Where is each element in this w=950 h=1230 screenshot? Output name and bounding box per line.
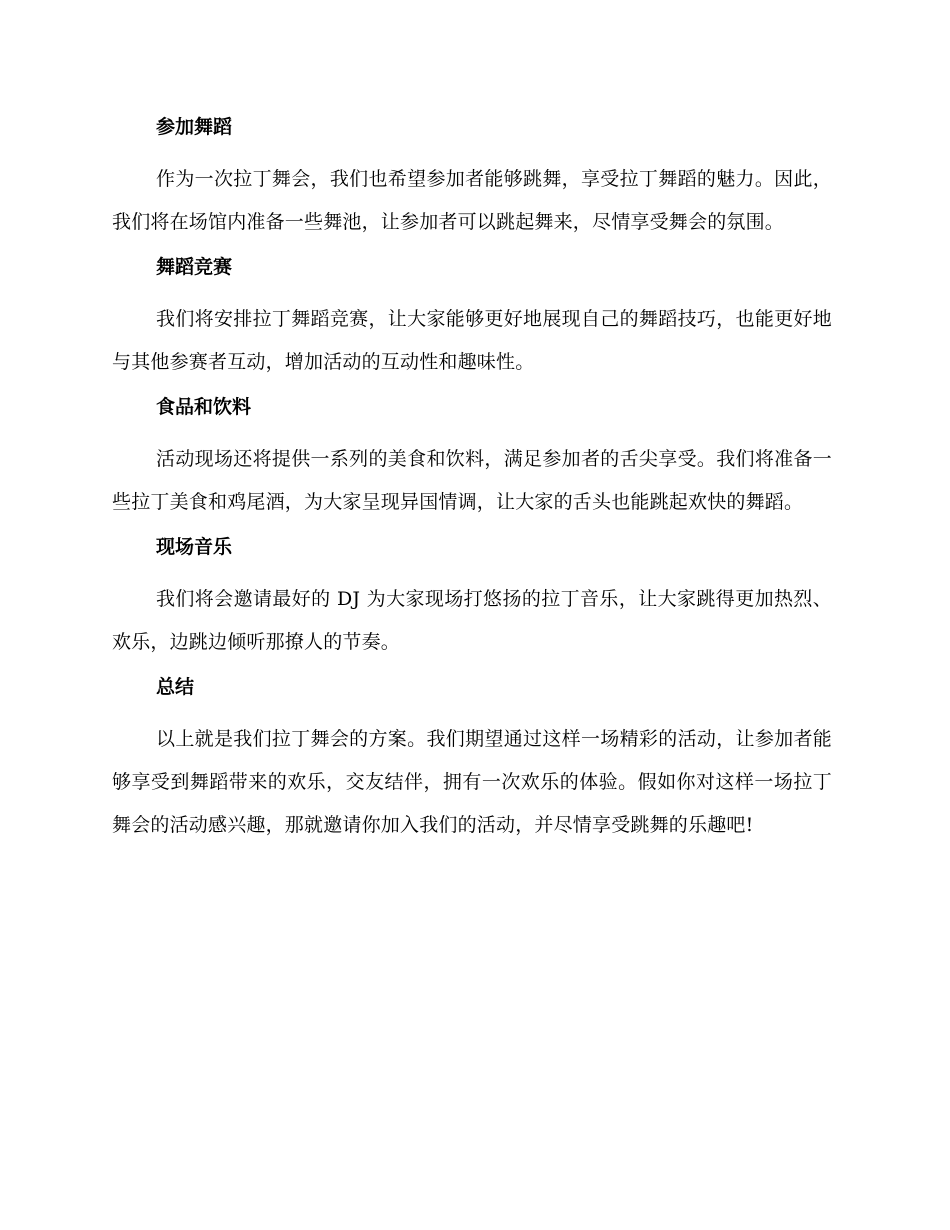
section-food-drinks	[112, 388, 832, 524]
section-paragraph: 以上就是我们拉丁舞会的方案。我们期望通过这样一场精彩的活动，让参加者能够享受到舞蹈带来的欢乐，交友结伴，拥有一次欢乐的体验。假如你对这样一场拉丁舞会的活动感兴趣，那就邀请你加入我们的活动，并尽情享受跳舞的乐趣吧!	[112, 728, 832, 836]
section-live-music	[112, 528, 832, 664]
section-title: 总结	[156, 676, 195, 698]
section-title: 舞蹈竞赛	[156, 256, 233, 278]
section-dance-competition	[112, 248, 832, 384]
section-title: 食品和饮料	[156, 396, 252, 418]
section-title: 参加舞蹈	[156, 116, 233, 138]
section-title: 现场音乐	[156, 536, 233, 558]
section-summary	[112, 668, 832, 847]
section-paragraph: 我们将会邀请最好的 DJ 为大家现场打悠扬的拉丁音乐，让大家跳得更加热烈、欢乐，边跳边倾听那撩人的节奏。	[112, 588, 832, 653]
section-paragraph: 我们将安排拉丁舞蹈竞赛，让大家能够更好地展现自己的舞蹈技巧，也能更好地与其他参赛者互动，增加活动的互动性和趣味性。	[112, 308, 832, 373]
document-page	[112, 108, 832, 851]
section-paragraph: 活动现场还将提供一系列的美食和饮料，满足参加者的舌尖享受。我们将准备一些拉丁美食和鸡尾酒，为大家呈现异国情调，让大家的舌头也能跳起欢快的舞蹈。	[112, 448, 832, 513]
section-paragraph: 作为一次拉丁舞会，我们也希望参加者能够跳舞，享受拉丁舞蹈的魅力。因此，我们将在场馆内准备一些舞池，让参加者可以跳起舞来，尽情享受舞会的氛围。	[112, 168, 832, 233]
section-dance-participation	[112, 108, 832, 244]
